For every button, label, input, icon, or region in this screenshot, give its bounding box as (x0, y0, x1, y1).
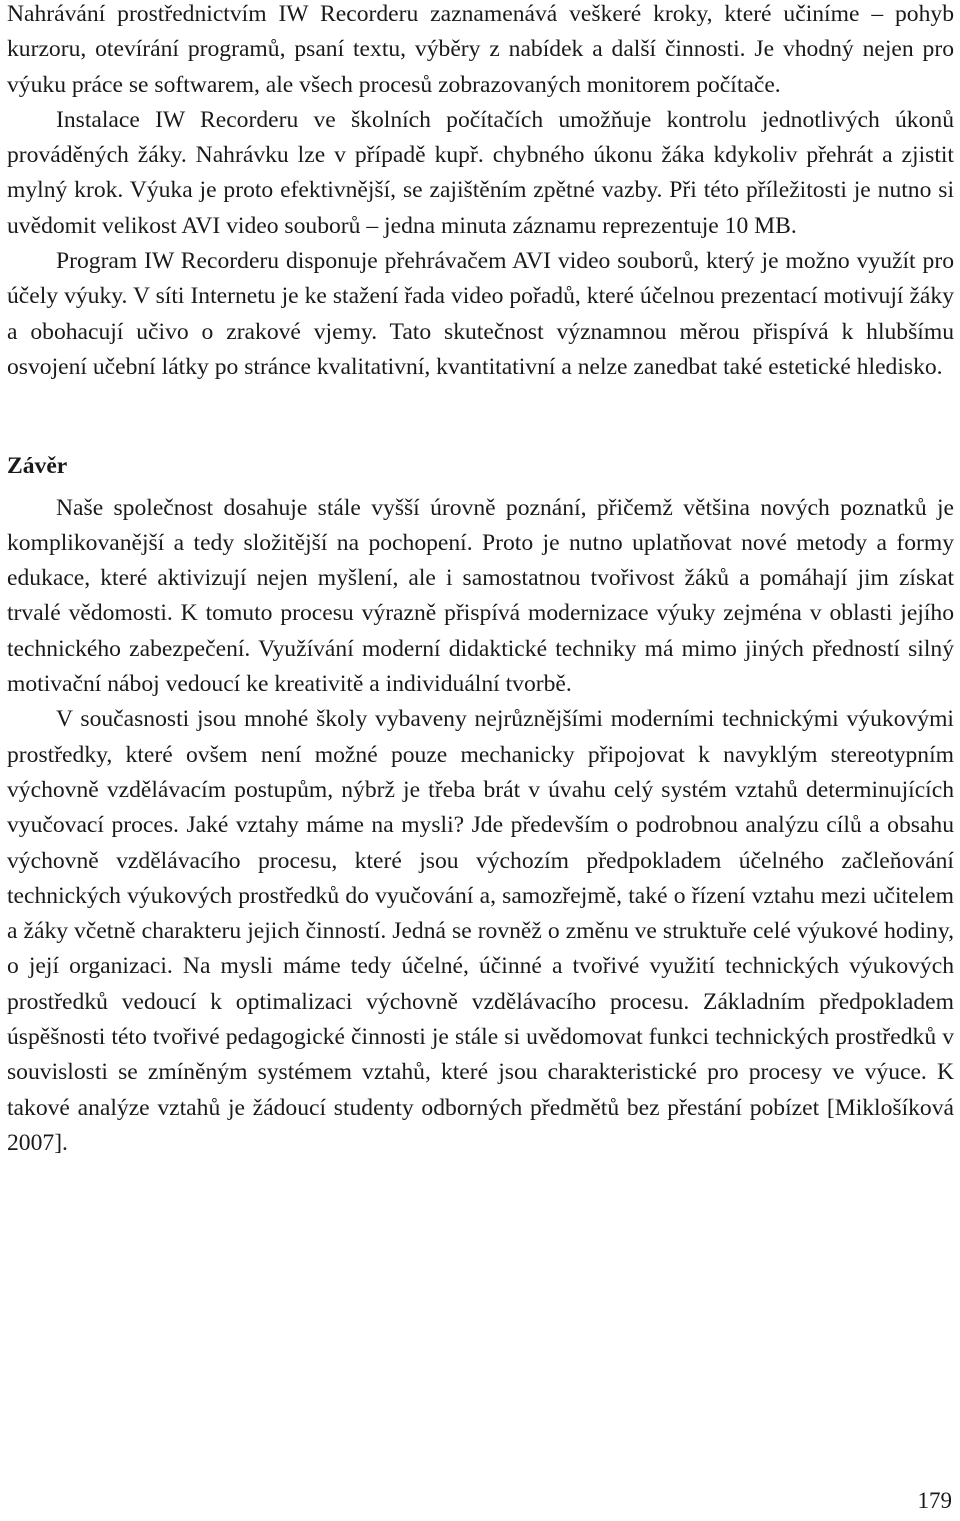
body-text (7, 0, 954, 1161)
paragraph-iw-recorder-intro: Nahrávání prostřednictvím IW Recorderu zaznamenává veškeré kroky, které učiníme – pohyb kurzoru, otevírání programů, psaní textu, výběry z nabídek a další činnosti. Je vhodný nejen pro výuku práce se softwarem, ale všech procesů zobrazovaných monitorem počítače. (7, 1, 954, 98)
section-heading-conclusion: Závěr (7, 453, 68, 480)
paragraph-conclusion-1: Naše společnost dosahuje stále vyšší úrovně poznání, přičemž většina nových poznatků je komplikovanější a tedy složitější na pochopení. Proto je nutno uplatňovat nové metody a formy edukace, které aktivizují nejen myšlení, ale i samostatnou tvořivost žáků a pomáhají jim získat trvalé vědomosti. K tomuto procesu výrazně přispívá modernizace výuky zejména v oblasti jejího technického zabezpečení. Využívání moderní didaktické techniky má mimo jiných předností silný motivační náboj vedoucí ke kreativitě a individuální tvorbě. (7, 494, 954, 698)
page-number: 179 (917, 1488, 952, 1513)
paragraph-conclusion-2: V současnosti jsou mnohé školy vybaveny nejrůznějšími moderními technickými výukovými prostředky, které ovšem není možné pouze mechanicky připojovat k navyklým stereotypním výchovně vzdělávacím postupům, nýbrž je třeba brát v úvahu celý systém vztahů determinujících vyučovací proces. Jaké vztahy máme na mysli? Jde především o podrobnou analýzu cílů a obsahu výchovně vzdělávacího procesu, které jsou výchozím předpokladem účelného začleňování technických výukových prostředků do vyučování a, samozřejmě, také o řízení vztahu mezi učitelem a žáky včetně charakteru jejich činností. Jedná se rovněž o změnu ve struktuře celé výukové hodiny, o její organizaci. Na mysli máme tedy účelné, účinné a tvořivé využití technických výukových prostředků vedoucí k optimalizaci výchovně vzdělávacího procesu. Základním předpokladem úspěšnosti této tvořivé pedagogické činnosti je stále si uvědomovat funkci technických prostředků v souvislosti se zmíněným systémem vztahů, které jsou charakteristické pro procesy ve výuce. K takové analýze vztahů je žádoucí studenty odborných předmětů bez přestání pobízet [Miklošíková 2007]. (7, 706, 954, 1156)
paragraph-iw-recorder-player: Program IW Recorderu disponuje přehrávačem AVI video souborů, který je možno využít pro účely výuky. V síti Internetu je ke stažení řada video pořadů, které účelnou prezentací motivují žáky a obohacují učivo o zrakové vjemy. Tato skutečnost významnou měrou přispívá k hlubšímu osvojení učební látky po stránce kvalitativní, kvantitativní a nelze zanedbat také estetické hledisko. (7, 248, 954, 380)
paragraph-iw-recorder-installation: Instalace IW Recorderu ve školních počítačích umožňuje kontrolu jednotlivých úkonů prováděných žáky. Nahrávku lze v případě kupř. chybného úkonu žáka kdykoliv přehrát a zjistit mylný krok. Výuka je proto efektivnější, se zajištěním zpětné vazby. Při této příležitosti je nutno si uvědomit velikost AVI video souborů – jedna minuta záznamu reprezentuje 10 MB. (7, 106, 954, 239)
